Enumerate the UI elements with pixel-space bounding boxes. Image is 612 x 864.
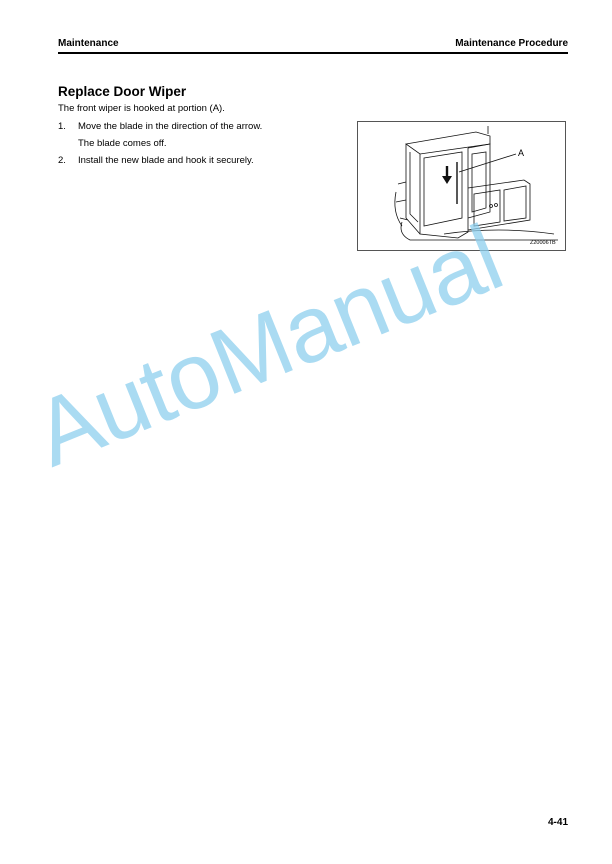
step-number: 2. [58,155,66,166]
header-rule [58,52,568,54]
cab-roof [406,132,490,154]
figure-code: Z20006TB [530,240,556,246]
step-text: Move the blade in the direction of the arrow. [78,121,263,132]
page-number: 4-41 [547,817,568,828]
intro-text: The front wiper is hooked at portion (A). [58,103,225,114]
callout-line [459,154,516,172]
watermark: AutoManual [19,204,516,487]
step-2 [58,155,254,166]
header-section-title: Maintenance [58,38,119,49]
header-chapter-title: Maintenance Procedure [455,38,568,49]
step-text: Install the new blade and hook it securely. [78,155,254,166]
callout-label-a: A [518,148,525,158]
step-1-note: The blade comes off. [78,138,167,149]
step-number: 1. [58,121,66,132]
down-arrow-icon [442,166,452,184]
step-1 [58,121,262,132]
page-title: Replace Door Wiper [58,84,187,99]
